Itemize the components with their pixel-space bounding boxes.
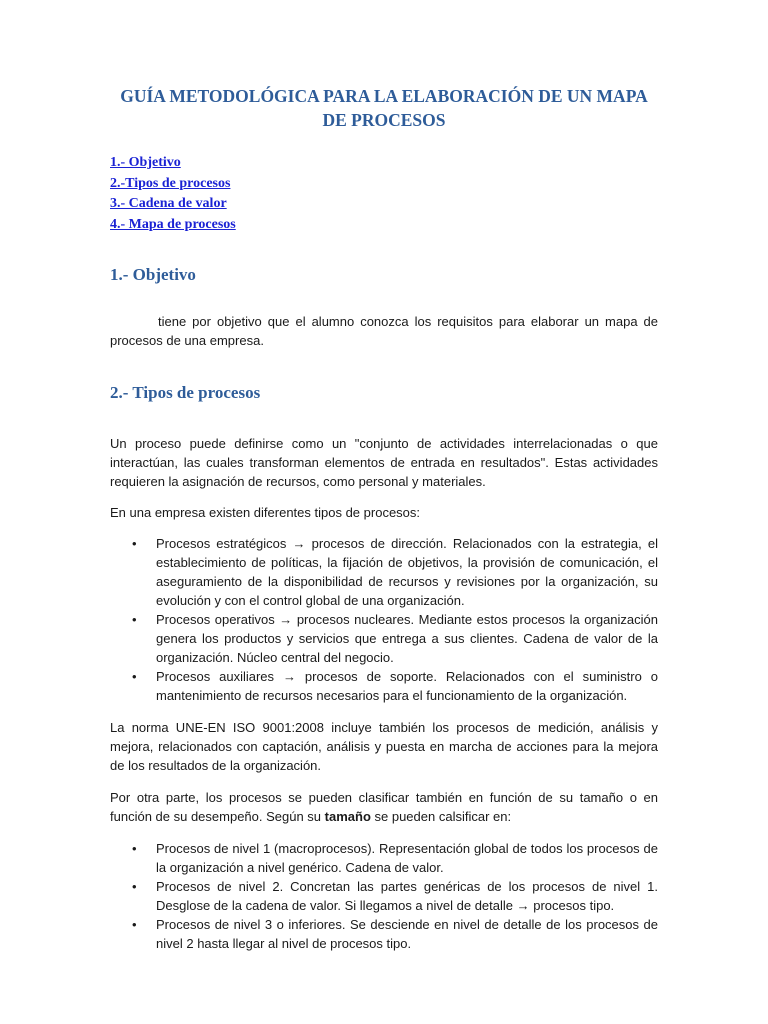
toc-item [110, 152, 658, 173]
list-item-text: Procesos de nivel 2. Concretan las partes genéricas de los procesos de nivel 1. Desglose de la cadena de valor. Si llegamos a nivel de detalle → procesos tipo. [156, 879, 658, 913]
list-item [132, 839, 658, 877]
toc-link-tipos-de-procesos[interactable]: 2.-Tipos de procesos [110, 175, 231, 191]
list-item [132, 667, 658, 705]
list-item [132, 534, 658, 610]
bullet-icon: • [132, 612, 137, 627]
toc-link-objetivo[interactable]: 1.- Objetivo [110, 155, 181, 170]
clasificacion-text-end: se pueden calsificar en: [370, 809, 512, 824]
bullet-icon: • [132, 536, 137, 551]
toc-item [110, 193, 658, 214]
proceso-definition-paragraph: Un proceso puede definirse como un "conjunto de actividades interrelacionadas o que interactúan, las cuales transforman elementos de entrada en resultados". Estas actividades requieren la asignación de recursos, como personal y materiales. [110, 436, 658, 489]
list-item [132, 610, 658, 667]
list-item [132, 877, 658, 915]
toc-item [110, 214, 658, 235]
list-item [132, 915, 658, 953]
list-item-text: Procesos estratégicos → procesos de dirección. Relacionados con la estrategia, el establecimiento de políticas, la fijación de objetivos, la provisión de comunicación, el aseguramiento de la disponibilidad de recursos y revisiones por la organización, su evolución y con el control global de una organización. [156, 536, 658, 608]
process-levels-list [110, 839, 658, 953]
clasificacion-text-start: Por otra parte, los procesos se pueden clasificar también en función de su tamaño o en función de su desempeño. Según su [110, 790, 658, 824]
list-item-text: Procesos de nivel 3 o inferiores. Se desciende en nivel de detalle de los procesos de nivel 2 hasta llegar al nivel de procesos tipo. [156, 917, 658, 951]
section-heading-objetivo: 1.- Objetivo [110, 265, 196, 284]
list-item-text: Procesos de nivel 1 (macroprocesos). Representación global de todos los procesos de la organización a nivel genérico. Cadena de valor. [156, 841, 658, 875]
process-types-list [110, 534, 658, 705]
section-heading-tipos-de-procesos: 2.- Tipos de procesos [110, 383, 261, 402]
bullet-icon: • [132, 669, 137, 684]
document-title: GUÍA METODOLÓGICA PARA LA ELABORACIÓN DE UN MAPA DE PROCESOS [120, 86, 648, 130]
bullet-icon: • [132, 841, 137, 856]
list-item-text: Procesos auxiliares → procesos de soporte. Relacionados con el suministro o mantenimiento de recursos necesarios para el funcionamiento de la organización. [156, 669, 658, 703]
objetivo-paragraph [110, 312, 658, 350]
clasificacion-bold-term: tamaño [324, 809, 371, 824]
bullet-icon: • [132, 917, 137, 932]
table-of-contents [110, 152, 658, 234]
process-types-lead: En una empresa existen diferentes tipos de procesos: [110, 505, 421, 520]
bullet-icon: • [132, 879, 137, 894]
list-item-text: Procesos operativos → procesos nucleares. Mediante estos procesos la organización genera los productos y servicios que entrega a sus clientes. Cadena de valor de la organización. Núcleo central del negocio. [156, 612, 658, 665]
toc-link-cadena-de-valor[interactable]: 3.- Cadena de valor [110, 196, 227, 211]
objetivo-text: tiene por objetivo que el alumno conozca los requisitos para elaborar un mapa de procesos de una empresa. [110, 314, 658, 348]
toc-link-mapa-de-procesos[interactable]: 4.- Mapa de procesos [110, 216, 236, 232]
toc-item [110, 173, 658, 194]
clasificacion-paragraph [110, 788, 658, 826]
iso-norma-paragraph: La norma UNE-EN ISO 9001:2008 incluye también los procesos de medición, análisis y mejora, relacionados con captación, análisis y puesta en marcha de acciones para la mejora de los resultados de la organización. [110, 720, 658, 773]
